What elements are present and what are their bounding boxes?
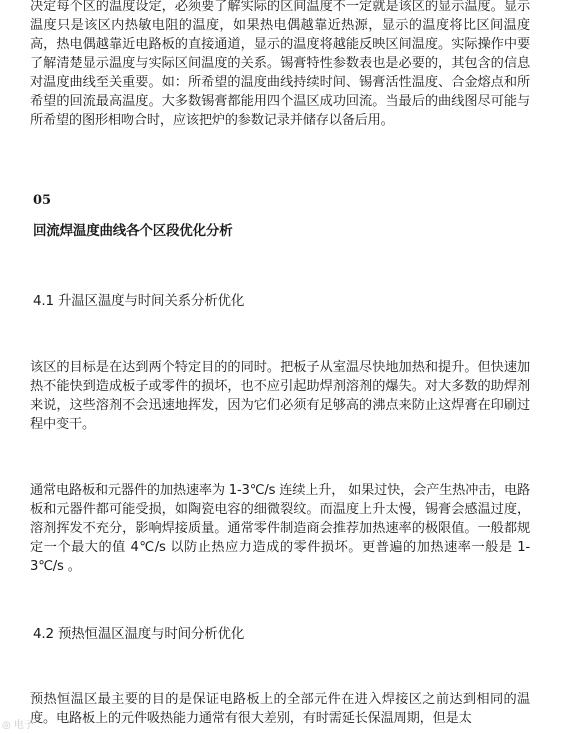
subsection-title-4-1: 4.1 升温区温度与时间关系分析优化 [33, 293, 245, 309]
paragraph-heating-zone-goal: 该区的目标是在达到两个特定目的的同时。把板子从室温尽快地加热和提升。但快速加热不能快到造成板子或零件的损坏，也不应引起助焊剂溶剂的爆失。对大多数的助焊剂来说，这些溶剂不会迅速地挥发，因为它们必须有足够高的沸点来防止这焊膏在印刷过程中变干。 [30, 360, 530, 432]
watermark-logo: ◎ 电子 [2, 720, 34, 731]
paragraph-preheat-zone: 预热恒温区最主要的目的是保证电路板上的全部元件在进入焊接区之前达到相同的温度。电路板上的元件吸热能力通常有很大差别，有时需延长保温周期，但是太 [30, 692, 530, 726]
section-title: 回流焊温度曲线各个区段优化分析 [33, 223, 233, 239]
paragraph-temperature-setting: 决定每个区的温度设定，必须要了解实际的区间温度不一定就是该区的显示温度。显示温度只是该区内热敏电阻的温度，如果热电偶越靠近热源，显示的温度将比区间温度高，热电偶越靠近电路板的直接通道，显示的温度将越能反映区间温度。实际操作中要了解清楚显示温度与实际区间温度的关系。锡膏特性参数表也是必要的，其包含的信息对温度曲线至关重要。如：所希望的温度曲线持续时间、锡膏活性温度、合金熔点和所希望的回流最高温度。大多数锡膏都能用四个温区成功回流。当最后的曲线图尽可能与所希望的图形相吻合时，应该把炉的参数记录并储存以备后用。 [30, 0, 530, 128]
paragraph-heating-rate: 通常电路板和元器件的加热速率为 1-3℃/s 连续上升， 如果过快，会产生热冲击，电路板和元器件都可能受损，如陶瓷电容的细微裂纹。而温度上升太慢，锡膏会感温过度，溶剂挥发不充分，影响焊接质量。通常零件制造商会推荐加热速率的极限值。一般都规定一个最大的值 4℃/s 以防止热应力造成的零件损坏。更普遍的加热速率一般是 1-3℃/s 。 [30, 483, 531, 574]
section-number: 05 [33, 193, 52, 208]
subsection-title-4-2: 4.2 预热恒温区温度与时间分析优化 [33, 626, 245, 642]
